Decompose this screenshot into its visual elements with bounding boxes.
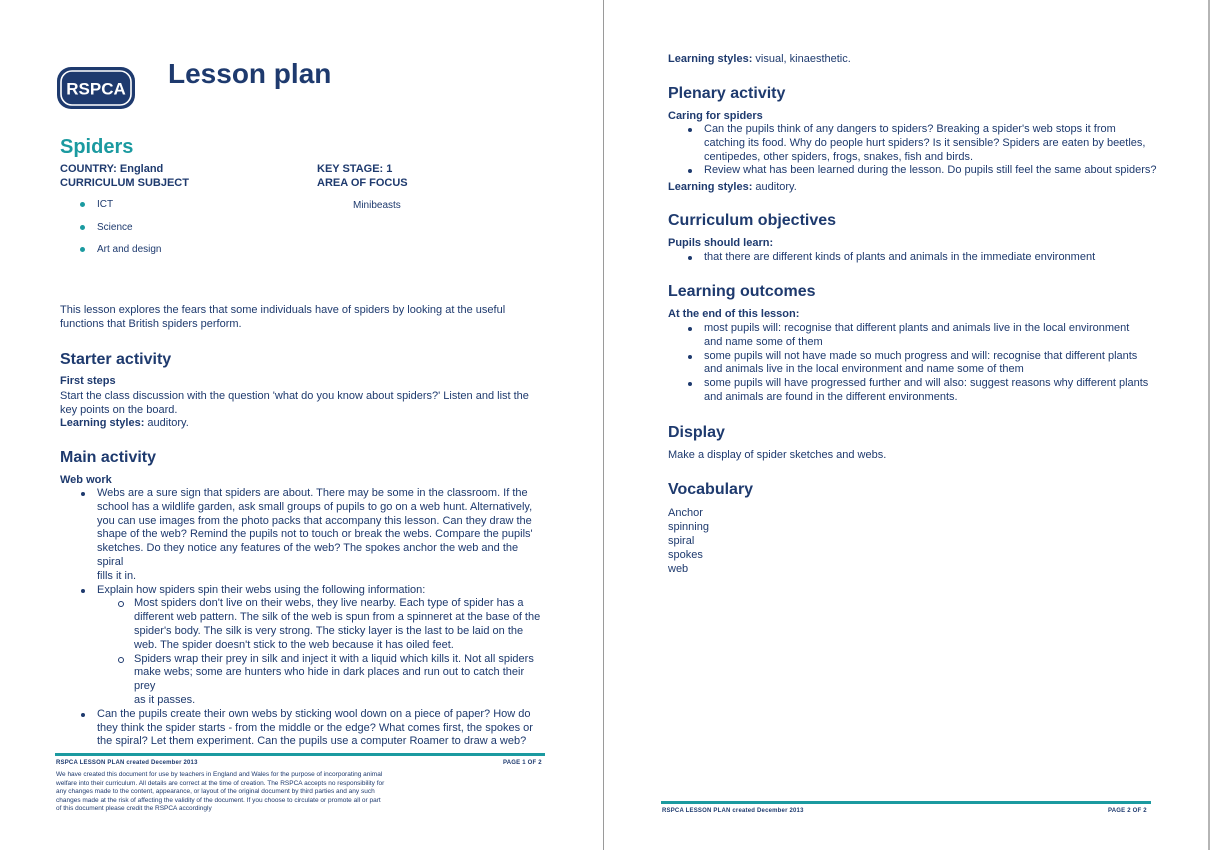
main-activity-list — [97, 487, 547, 749]
sub-list-item — [134, 597, 547, 652]
text-line: make webs; some are hunters who hide in dark places and run out to catch their prey — [134, 666, 525, 693]
footer-created: RSPCA LESSON PLAN created December 2013 — [662, 808, 804, 814]
list-item: spiral — [668, 535, 695, 547]
footer-page-number: PAGE 2 OF 2 — [1108, 808, 1147, 814]
objectives-list — [704, 251, 1164, 265]
plenary-list — [704, 123, 1164, 178]
sub-list — [97, 597, 547, 707]
text-line: fills it in. — [97, 569, 137, 582]
main-heading: Main activity — [60, 449, 157, 466]
text-line: any changes made to the content, appearance, or layout of the original document by third parties and any such — [56, 788, 375, 795]
list-item — [704, 377, 1164, 405]
footer-rule — [661, 801, 1151, 804]
list-item: spinning — [668, 521, 709, 533]
text-line: the spiral? Let them experiment. Can the pupils use a computer Roamer to draw a web? — [97, 735, 527, 748]
text-line: welfare into their curriculum. All details are correct at the time of creation. The RSPCA accepts no responsibility for — [56, 779, 385, 787]
list-item — [704, 251, 1164, 265]
country-label: COUNTRY: England — [60, 163, 164, 175]
text-line: most pupils will: recognise that different plants and animals live in the local environment — [704, 322, 1130, 334]
list-item: Art and design — [80, 244, 162, 267]
starter-text: Start the class discussion with the question 'what do you know about spiders?' Listen and list the — [60, 390, 529, 402]
text-line: shape of the web? Remind the pupils not to touch or break the webs. Compare the pupils' — [97, 528, 533, 541]
text-line: Webs are a sure sign that spiders are about. There may be some in the classroom. If the — [97, 487, 528, 499]
text-line: web. The spider doesn't stick to the web because it has oiled feet. — [134, 638, 454, 651]
text-line: Most spiders don't live on their webs, they live nearby. Each type of spider has a — [134, 597, 524, 610]
rspca-logo — [56, 66, 136, 110]
text-line: Can the pupils think of any dangers to spiders? Breaking a spider's web stops it from — [704, 123, 1116, 135]
intro-line: functions that British spiders perform. — [60, 318, 242, 330]
list-item — [704, 322, 1164, 350]
objectives-subheading: Pupils should learn: — [668, 237, 774, 249]
focus-value: Minibeasts — [353, 200, 401, 211]
text-line: catching its food. Why do people hurt spiders? Is it sensible? Spiders are eaten by beetles, — [704, 136, 1146, 149]
text-line: Explain how spiders spin their webs using the following information: — [97, 583, 426, 596]
page-title: Lesson plan — [168, 58, 332, 89]
learning-styles-value: auditory. — [144, 417, 189, 429]
list-item: web — [668, 563, 689, 575]
list-item — [704, 350, 1164, 378]
text-line: Can the pupils create their own webs by sticking wool down on a piece of paper? How do — [97, 707, 531, 720]
list-item: ICT — [80, 199, 162, 222]
text-line: different web pattern. The silk of the web is spun from a spinneret at the base of the — [134, 611, 541, 624]
starter-text: key points on the board. — [60, 404, 178, 416]
outcomes-subheading: At the end of this lesson: — [668, 308, 800, 320]
learning-styles — [60, 416, 189, 430]
list-item: Science — [80, 222, 162, 245]
footer-created: RSPCA LESSON PLAN created December 2013 — [56, 760, 198, 766]
text-line: Review what has been learned during the lesson. Do pupils still feel the same about spiders? — [704, 164, 1157, 177]
lesson-subject-title: Spiders — [60, 136, 134, 158]
footer-rule — [55, 753, 545, 756]
text-line: you can use images from the photo packs that accompany this lesson. Can they draw the — [97, 514, 532, 527]
key-stage-label: KEY STAGE: 1 — [317, 163, 393, 175]
outcomes-list — [704, 322, 1164, 405]
footer-page-number: PAGE 1 OF 2 — [503, 760, 542, 766]
area-of-focus-label: AREA OF FOCUS — [317, 177, 408, 189]
objectives-heading: Curriculum objectives — [668, 212, 837, 229]
plenary-subheading: Caring for spiders — [668, 110, 763, 122]
subject-list — [80, 199, 162, 267]
text-line: spider's body. The silk is very strong. The sticky layer is the last to be laid on the — [134, 624, 524, 637]
main-subheading: Web work — [60, 474, 112, 486]
footer-disclaimer — [56, 771, 476, 814]
vocabulary-heading: Vocabulary — [668, 481, 754, 498]
list-item — [97, 708, 547, 749]
text-line: sketches. Do they notice any features of the web? The spokes anchor the web and the spiral — [97, 542, 519, 568]
text-line: centipedes, other spiders, frogs, snakes, fish and birds. — [704, 150, 974, 163]
text-line: some pupils will not have made so much progress and will: recognise that different plants — [704, 349, 1138, 362]
learning-styles-label: Learning styles: — [668, 181, 753, 193]
text-line: We have created this document for use by teachers in England and Wales for the purpose of incorporating animal — [56, 771, 383, 778]
list-item — [97, 487, 547, 584]
intro-line: This lesson explores the fears that some individuals have of spiders by looking at the useful — [60, 304, 506, 316]
starter-heading: Starter activity — [60, 351, 172, 368]
text-line: school has a wildlife garden, ask small groups of pupils to go on a web hunt. Alternatively, — [97, 500, 533, 513]
text-line: changes made at the risk of affecting the validity of the document. If you choose to circulate or promote all or part — [56, 796, 381, 804]
list-item — [97, 584, 547, 708]
text-line: as it passes. — [134, 693, 196, 706]
sub-list-item — [134, 653, 547, 708]
list-item: spokes — [668, 549, 703, 561]
learning-styles-value: visual, kinaesthetic. — [752, 53, 851, 65]
text-line: some pupils will have progressed further and will also: suggest reasons why different plants — [704, 377, 1149, 390]
text-line: Spiders wrap their prey in silk and inject it with a liquid which kills it. Not all spiders — [134, 652, 534, 665]
starter-subheading: First steps — [60, 375, 116, 387]
list-item — [704, 123, 1164, 164]
plenary-heading: Plenary activity — [668, 85, 786, 102]
curriculum-subject-label: CURRICULUM SUBJECT — [60, 177, 189, 189]
text-line: that there are different kinds of plants and animals in the immediate environment — [704, 251, 1096, 263]
display-heading: Display — [668, 424, 725, 441]
text-line: and animals are found in the different environments. — [704, 390, 958, 403]
learning-styles-label: Learning styles: — [668, 53, 753, 65]
logo-text: RSPCA — [66, 79, 126, 99]
text-line: they think the spider starts - from the middle or the edge? What comes first, the spokes or — [97, 721, 533, 734]
text-line: and animals live in the local environment and name some of them — [704, 363, 1024, 376]
outcomes-heading: Learning outcomes — [668, 283, 816, 300]
learning-styles — [668, 180, 797, 194]
list-item: Anchor — [668, 507, 703, 519]
text-line: of this document please credit the RSPCA accordingly — [56, 805, 212, 812]
text-line: and name some of them — [704, 335, 823, 348]
learning-styles-value: auditory. — [752, 181, 797, 193]
display-text: Make a display of spider sketches and webs. — [668, 449, 887, 461]
learning-styles-label: Learning styles: — [60, 417, 145, 429]
list-item — [704, 164, 1164, 178]
learning-styles — [668, 52, 851, 66]
vocabulary-list — [668, 506, 709, 576]
